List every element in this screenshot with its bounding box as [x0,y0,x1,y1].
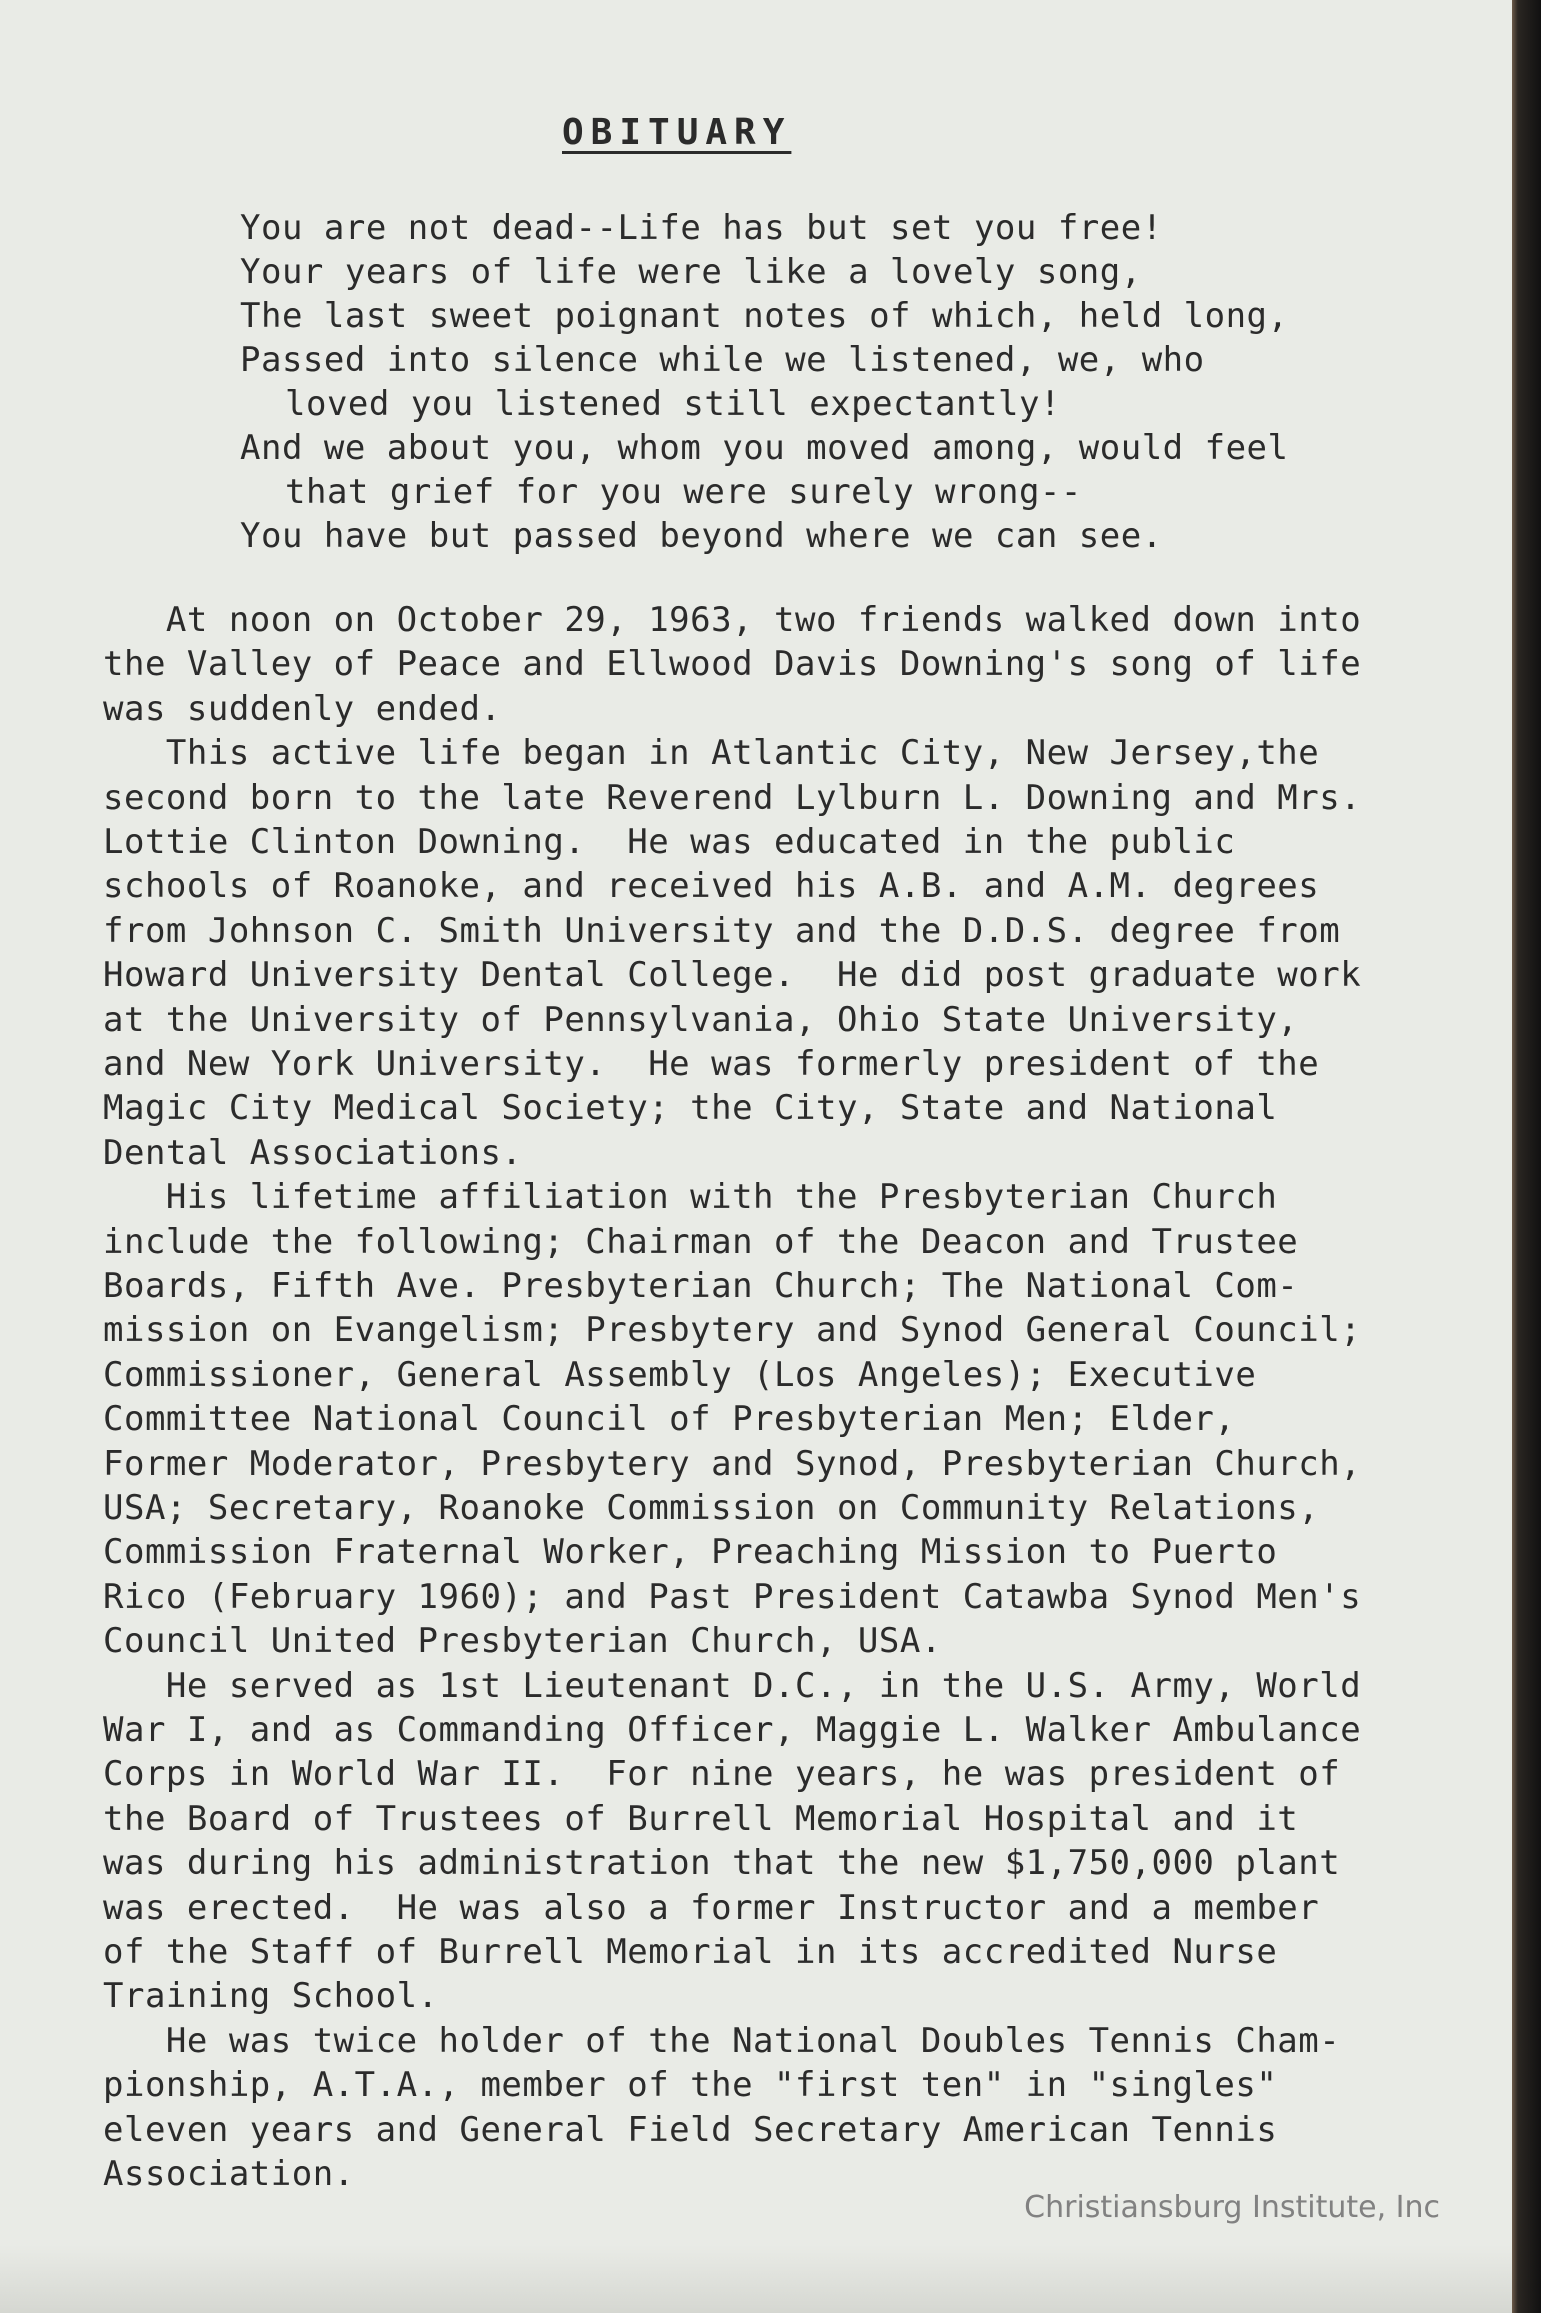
page-title: OBITUARY [562,112,792,153]
body-line: schools of Roanoke, and received his A.B. and A.M. degrees [103,866,1320,907]
body-line: Training School. [103,1976,439,2017]
body-line: Association. [103,2154,355,2194]
body-line: Dental Associations. [103,1132,523,1173]
body-line: mission on Evangelism; Presbytery and Synod General Council; [103,1310,1362,1351]
watermark: Christiansburg Institute, Inc [1024,2190,1440,2225]
poem-line: The last sweet poignant notes of which, held long, [240,296,1289,336]
poem-line: You have but passed beyond where we can see. [240,516,1163,556]
body-line: the Board of Trustees of Burrell Memorial Hospital and it [103,1798,1299,1839]
body-line: Magic City Medical Society; the City, State and National [103,1088,1278,1129]
body-line: second born to the late Reverend Lylburn L. Downing and Mrs. [103,777,1362,818]
body-line: Committee National Council of Presbyterian Men; Elder, [103,1399,1236,1440]
body-line: eleven years and General Field Secretary American Tennis [103,2109,1278,2150]
body-line: Lottie Clinton Downing. He was educated in the public [103,822,1236,862]
body-line: Rico (February 1960); and Past President Catawba Synod Men's [103,1576,1362,1617]
body-line: This active life began in Atlantic City, New Jersey,the [103,733,1320,774]
body-line: He served as 1st Lieutenant D.C., in the U.S. Army, World [103,1665,1362,1706]
poem-line: You are not dead--Life has but set you free! [240,208,1163,248]
body-line: Commissioner, General Assembly (Los Angeles); Executive [103,1354,1257,1395]
body-line: At noon on October 29, 1963, two friends walked down into [103,600,1362,640]
body-line: USA; Secretary, Roanoke Commission on Community Relations, [103,1488,1320,1528]
poem-line: loved you listened still expectantly! [285,384,1061,424]
body-line: pionship, A.T.A., member of the "first ten" in "singles" [103,2065,1278,2106]
body-line: was suddenly ended. [103,688,502,729]
page-edge [1512,0,1541,2313]
body-line: the Valley of Peace and Ellwood Davis Downing's song of life [103,644,1362,685]
body-line: His lifetime affiliation with the Presbyterian Church [103,1177,1278,1218]
body-line: Corps in World War II. For nine years, he was president of [103,1754,1341,1795]
body-line: from Johnson C. Smith University and the D.D.S. degree from [103,910,1341,951]
body-line: was erected. He was also a former Instructor and a member [103,1887,1320,1928]
body-line: was during his administration that the new $1,750,000 plant [103,1843,1341,1884]
body-line: Former Moderator, Presbytery and Synod, Presbyterian Church, [103,1443,1362,1484]
body-line: Boards, Fifth Ave. Presbyterian Church; The National Com- [103,1266,1299,1306]
body-line: of the Staff of Burrell Memorial in its accredited Nurse [103,1932,1278,1972]
poem-line: Passed into silence while we listened, we, who [240,340,1205,380]
body-line: Council United Presbyterian Church, USA. [103,1621,942,1662]
body-line: include the following; Chairman of the Deacon and Trustee [103,1221,1299,1262]
poem-line: Your years of life were like a lovely song, [240,252,1142,292]
body-line: at the University of Pennsylvania, Ohio State University, [103,999,1299,1040]
body-line: War I, and as Commanding Officer, Maggie L. Walker Ambulance [103,1710,1362,1750]
body-line: Commission Fraternal Worker, Preaching Mission to Puerto [103,1532,1278,1573]
page-smudge [0,2245,1512,2313]
poem-line: that grief for you were surely wrong-- [285,472,1082,512]
body-line: Howard University Dental College. He did post graduate work [103,955,1362,996]
poem-line: And we about you, whom you moved among, would feel [240,428,1289,468]
body-line: and New York University. He was formerly president of the [103,1044,1320,1084]
body-line: He was twice holder of the National Doubles Tennis Cham- [103,2020,1341,2061]
